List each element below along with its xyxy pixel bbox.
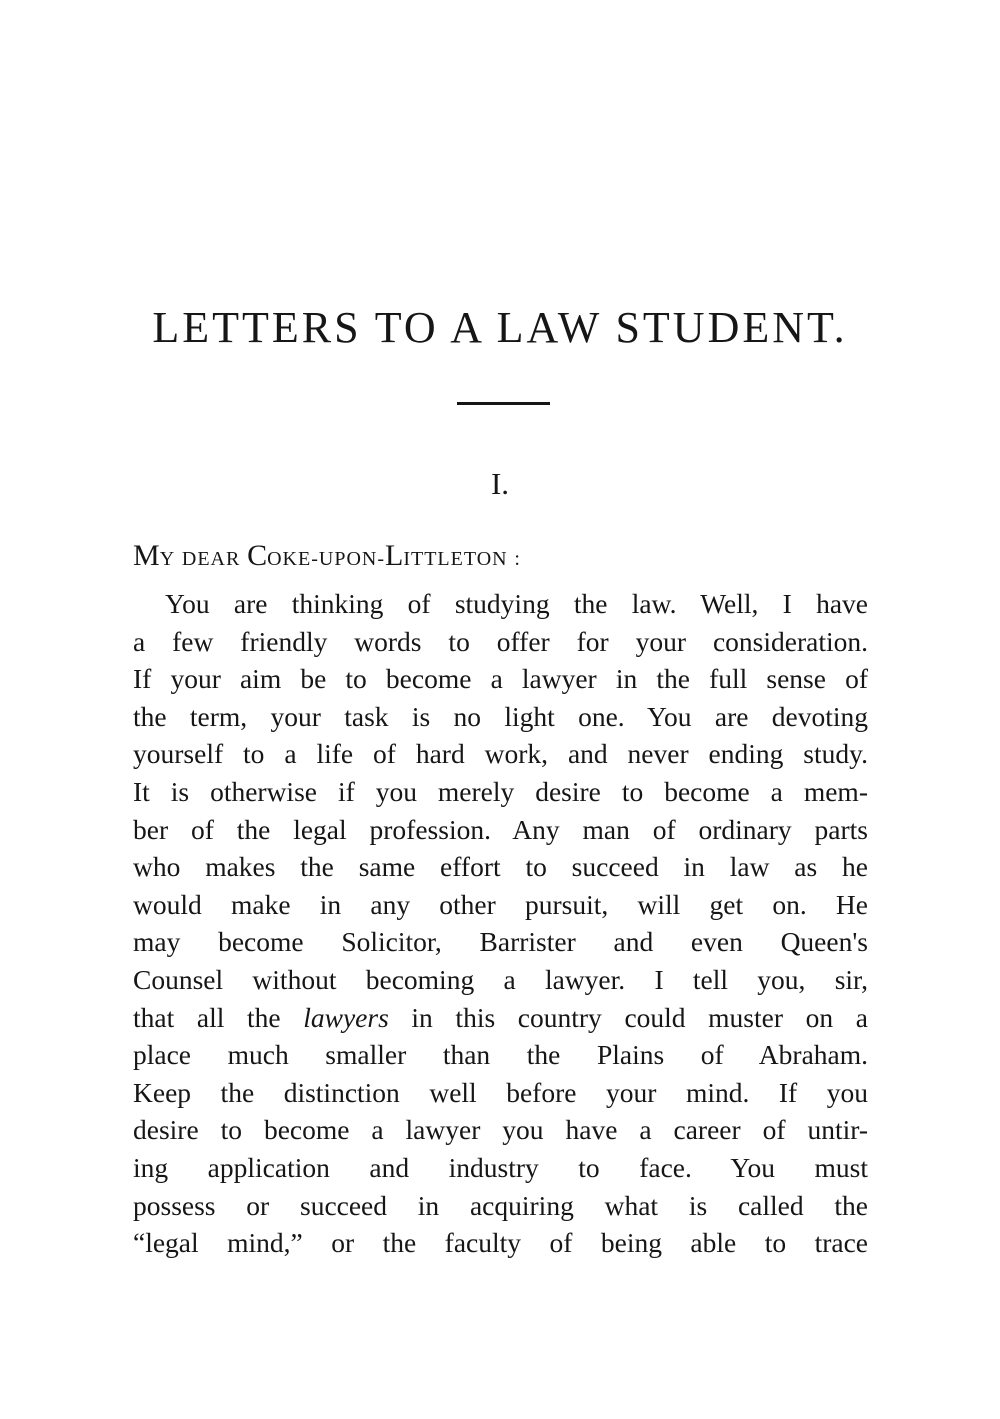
line-12-after: in this country could muster on a [388, 1001, 868, 1033]
body-line: “legal mind,” or the faculty of being able to trace [133, 1227, 868, 1259]
salutation-my-rest: Y [159, 548, 176, 570]
body-line: the term, your task is no light one. You are devoting [133, 700, 868, 732]
body-line: would make in any other pursuit, will get on. He [133, 888, 868, 920]
body-line: desire to become a lawyer you have a career of untir- [133, 1114, 868, 1146]
body-line: place much smaller than the Plains of Abraham. [133, 1039, 868, 1071]
body-line: ing application and industry to face. You must [133, 1151, 868, 1183]
body-line: may become Solicitor, Barrister and even Queen's [133, 926, 868, 958]
page-title: LETTERS TO A LAW STUDENT. [152, 303, 848, 352]
body-line: Keep the distinction well before your mind. If you [133, 1076, 868, 1108]
body-line: You are thinking of studying the law. Well, I have [165, 588, 868, 619]
salutation-littleton-initial: L [385, 539, 404, 572]
salutation-coke-initial: C [247, 539, 268, 572]
letter-body [133, 585, 868, 1262]
body-line: possess or succeed in acquiring what is called the [133, 1189, 868, 1221]
section-numeral: I. [490, 466, 510, 501]
salutation-dear: DEAR [181, 548, 241, 570]
body-line: If your aim be to become a lawyer in the full sense of [133, 663, 868, 695]
body-line: yourself to a life of hard work, and never ending study. [133, 738, 868, 770]
italic-lawyers: lawyers [303, 1001, 389, 1033]
salutation-littleton-rest: ITTLETON [403, 548, 508, 570]
salutation-coke-rest: OKE-UPON- [267, 548, 385, 570]
body-line: a few friendly words to offer for your consideration. [133, 625, 868, 657]
salutation-my-initial: M [133, 539, 160, 572]
body-line: Counsel without becoming a lawyer. I tell you, sir, [133, 963, 868, 995]
line-12-before: that all the [133, 1001, 304, 1033]
salutation-colon: : [514, 548, 521, 570]
title-divider [457, 402, 550, 405]
body-line: It is otherwise if you merely desire to become a mem- [133, 775, 868, 807]
salutation [133, 536, 521, 579]
body-line: who makes the same effort to succeed in law as he [133, 851, 868, 883]
body-line: ber of the legal profession. Any man of ordinary parts [133, 813, 868, 845]
body-line-lawyers [133, 999, 868, 1037]
